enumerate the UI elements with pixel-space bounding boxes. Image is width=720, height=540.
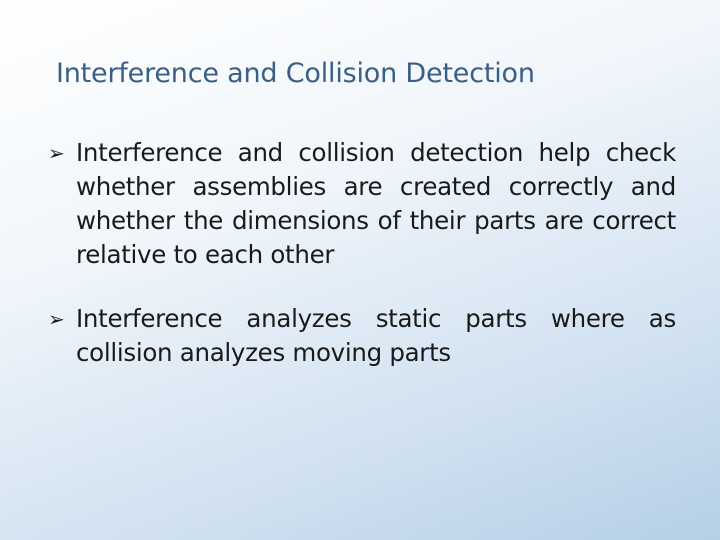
bullet-list [48,136,676,400]
bullet-text: Interference analyzes static parts where as collision analyzes moving parts [76,304,676,367]
bullet-item [48,136,676,272]
slide-title: Interference and Collision Detection [56,58,535,89]
bullet-item [48,302,676,370]
arrowhead-bullet-icon: ➢ [48,307,65,331]
bullet-text: Interference and collision detection help check whether assemblies are created correctly and whether the dimensions of their parts are correct relative to each other [76,138,676,269]
arrowhead-bullet-icon: ➢ [48,141,65,165]
